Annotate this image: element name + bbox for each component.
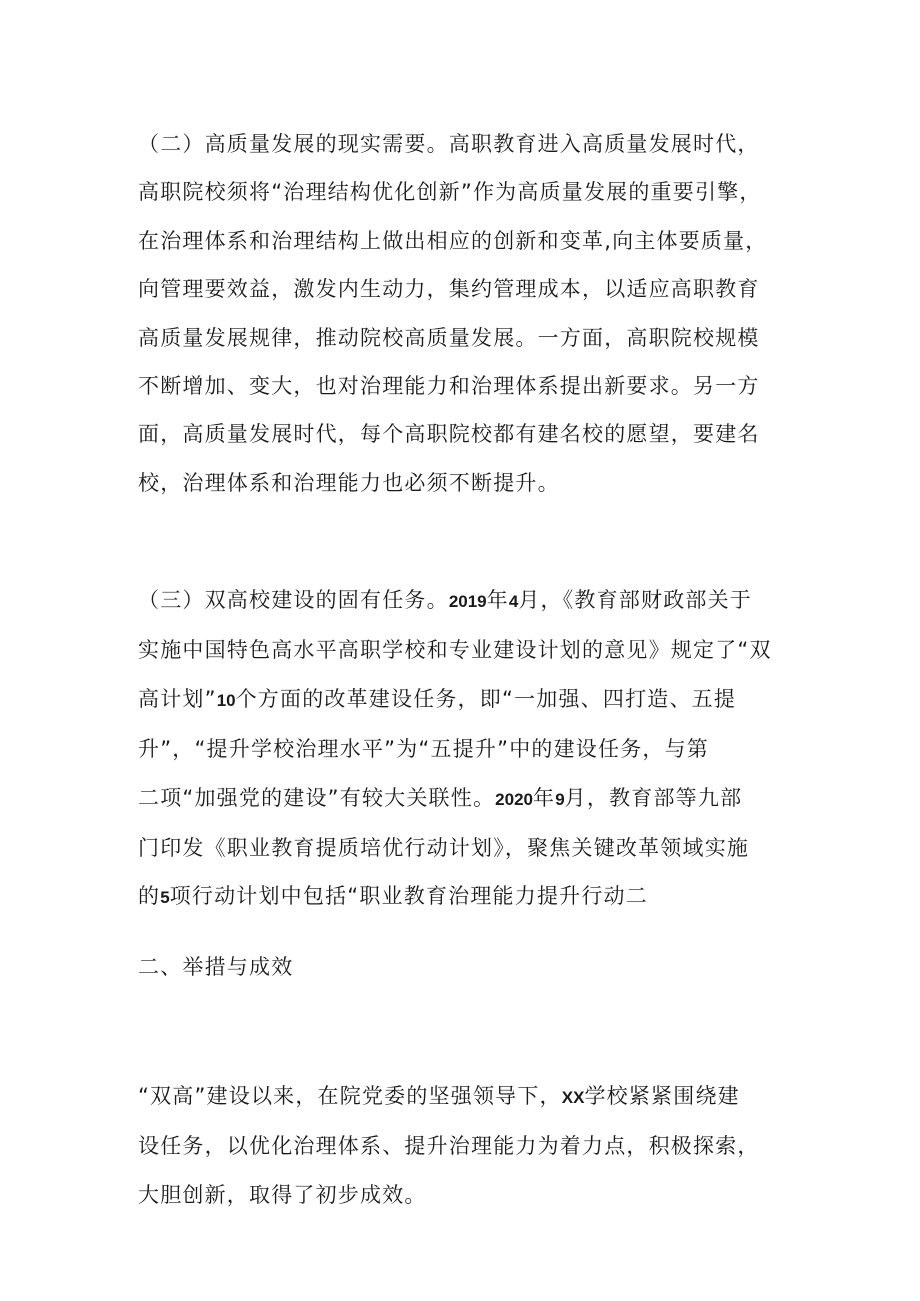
section-intro-measures <box>138 1072 798 1219</box>
paragraph-line: （三）双高校建设的固有任务。2019年4月，《教育部财政部关于 <box>138 588 753 612</box>
paragraph-line: 向管理要效益，激发内生动力，集约管理成本，以适应高职教育 <box>138 277 760 302</box>
paragraph-line: 二项“加强党的建设”有较大关联性。2020年9月，教育部等九部 <box>138 785 743 810</box>
paragraph-line: 在治理体系和治理结构上做出相应的创新和变革,向主体要质量， <box>138 228 768 253</box>
heading-line: 二、举措与成效 <box>138 955 294 979</box>
section-double-high-tasks <box>138 576 798 923</box>
paragraph-line: 面，高质量发展时代，每个高职院校都有建名校的愿望，要建名 <box>138 422 760 447</box>
section-heading-measures <box>138 943 798 991</box>
paragraph-line: 门印发《职业教育提质培优行动计划》，聚焦关键改革领域实施 <box>138 836 750 861</box>
paragraph-line: 不断增加、变大，也对治理能力和治理体系提出新要求。另一方 <box>138 374 760 399</box>
section-high-quality-development <box>138 120 798 507</box>
paragraph-line: 实施中国特色高水平高职学校和专业建设计划的意见》规定了“双 <box>138 638 772 663</box>
paragraph-line: 大胆创新，取得了初步成效。 <box>138 1182 427 1207</box>
paragraph-line: 升”，“提升学校治理水平”为“五提升”中的建设任务，与第 <box>138 737 709 762</box>
paragraph-line: 设任务，以优化治理体系、提升治理能力为着力点，积极探索， <box>138 1134 760 1159</box>
paragraph-line: （二）高质量发展的现实需要。高职教育进入高质量发展时代， <box>138 132 760 156</box>
paragraph-line: 高质量发展规律，推动院校高质量发展。一方面，高职院校规模 <box>138 325 760 350</box>
paragraph-line: 高职院校须将“治理结构优化创新”作为高质量发展的重要引擎， <box>138 180 762 205</box>
paragraph-line: 校，治理体系和治理能力也必须不断提升。 <box>138 470 560 495</box>
paragraph-line: 的5项行动计划中包括“职业教育治理能力提升行动二 <box>138 884 648 909</box>
paragraph-line: 高计划”10个方面的改革建设任务，即“一加强、四打造、五提 <box>138 686 737 711</box>
paragraph-line: “双高”建设以来，在院党委的坚强领导下，XX学校紧紧围绕建 <box>138 1084 740 1108</box>
